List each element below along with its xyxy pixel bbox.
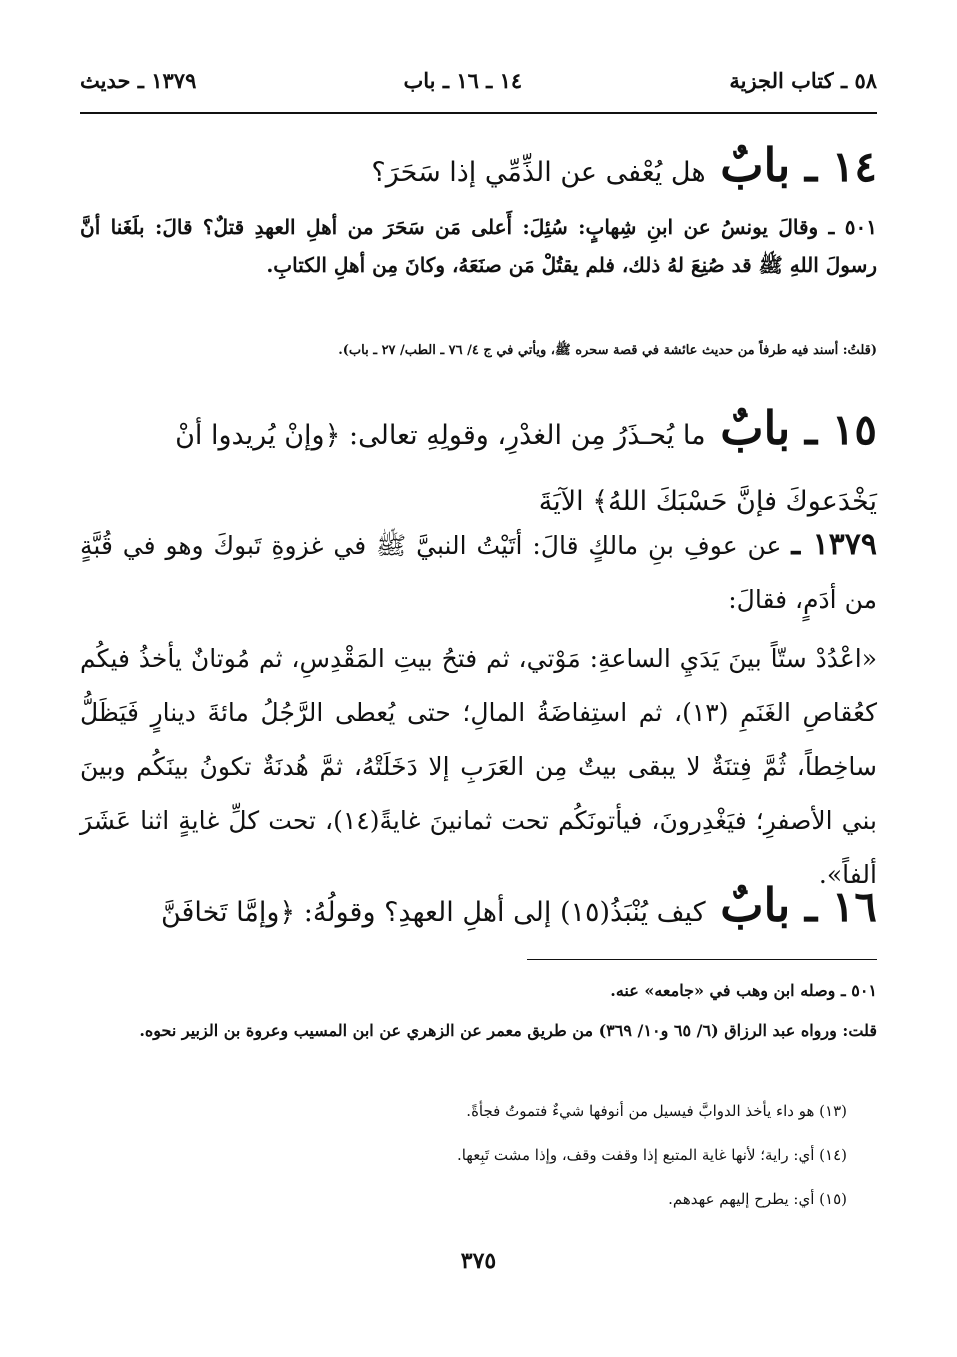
running-header (80, 62, 877, 98)
chapter-keyword: بابٌ (720, 878, 791, 932)
footnote-qultu: قلت: ورواه عبد الرزاق (٦/ ٦٥ و١٠/ ٣٦٩) من طريق معمر عن الزهري عن ابن المسيب وعروة بن الزبير نحوه. (139, 1021, 877, 1040)
header-book-title: ٥٨ ـ كتاب الجزية (729, 67, 877, 93)
footnote-13: (١٣) هو داء يأخذ الدوابَّ فيسيل من أنوفها شيءٌ فتموتُ فجأةً. (466, 1102, 847, 1120)
footnote-15: (١٥) أي: يطرح إليهم عهدهم. (668, 1190, 847, 1208)
chapter-title: كيف يُنْبَذُ(١٥) إلى أهلِ العهدِ؟ وقولُهُ: ﴿وإمَّا تَخافَنَّ (160, 897, 706, 928)
chapter-heading-15 (80, 398, 877, 532)
header-divider (80, 112, 877, 114)
hadith-isnad: عن عوفِ بنِ مالكٍ قالَ: أتَيْتُ النبيَّ ﷺ في غزوةِ تَبوكَ وهو في قُبَّةٍ من أدَمٍ، فقالَ: (80, 531, 877, 614)
footnote-501: ٥٠١ ـ وصله ابن وهب في «جامعه» عنه. (610, 981, 877, 1000)
book-page (80, 0, 877, 1357)
chapter-heading-16 (80, 878, 877, 932)
chapter-number: ١٦ ـ (790, 882, 877, 931)
chapter-heading-14 (80, 138, 877, 192)
header-chapter-range: ١٤ ـ ١٦ ـ باب (403, 67, 523, 93)
footnote-14: (١٤) أي: راية؛ لأنها غاية المتبع إذا وقفت وقف، وإذا مشت تَبِعها. (456, 1146, 847, 1164)
chapter-keyword: بابٌ (720, 401, 791, 455)
hadith-1379-body: «اعْدُدْ ستّاً بينَ يَدَيِ الساعةِ: مَوْتي، ثم فتحُ بيتِ المَقْدِسِ، ثم مُوتانٌ يأخذُ فيكُم كعُقاصِ الغَنَمِ (١٣)، ثم استِفاضَةُ المالِ؛ حتى يُعطى الرَّجُلُ مائةَ دينارٍ فَيَظَلُّ ساخِطاً، ثُمَّ فِتنَةٌ لا يبقى بيتٌ مِن العَرَبِ إلا دَخَلَتْهُ، ثمَّ هُدنَةٌ تكونُ بينَكُم وبينَ بني الأصفرِ؛ فيَغْدِرونَ، فيأتونَكُم تحت ثمانينَ غايةً(١٤)، تحت كلِّ غايةٍ اثنا عَشَرَ ألفاً». (80, 644, 877, 889)
editor-note: (قلتُ: أسند فيه طرفاً من حديث عائشة في قصة سحره ﷺ، ويأتي في ج ٤/ ٧٦ ـ الطب/ ٢٧ ـ باب). (338, 343, 877, 358)
header-hadith-number: ١٣٧٩ ـ حديث (80, 67, 197, 93)
page-number: ٣٧٥ (460, 1248, 497, 1274)
chapter-title: هل يُعْفى عن الذِّمِّي إذا سَحَرَ؟ (371, 157, 706, 188)
chapter-title: ما يُحـذَرُ مِن الغدْرِ، وقولِهِ تعالى: ﴿وإنْ يُريدوا أنْ يَخْدَعوكَ فإنَّ حَسْبَكَ اللهُ﴾ الآيَةَ (175, 420, 877, 517)
chapter-keyword: بابٌ (720, 138, 791, 192)
hadith-number: ١٣٧٩ ـ (791, 527, 878, 562)
athar-501: ٥٠١ ـ وقالَ يونسُ عن ابنِ شِهابٍ: سُئِلَ: أَعلى مَن سَحَرَ من أهلِ العهدِ قتلٌ؟ قالَ: بلَغَنا أنَّ رسولَ اللهِ ﷺ قد صُنِعَ لهُ ذلك، فلم يقتُلْ مَن صنَعَهُ، وكانَ مِن أهلِ الكتابِ. (80, 215, 877, 277)
chapter-number: ١٤ ـ (790, 142, 877, 191)
chapter-number: ١٥ ـ (790, 405, 877, 454)
hadith-1379-intro (80, 518, 877, 627)
footnote-divider (527, 959, 877, 960)
